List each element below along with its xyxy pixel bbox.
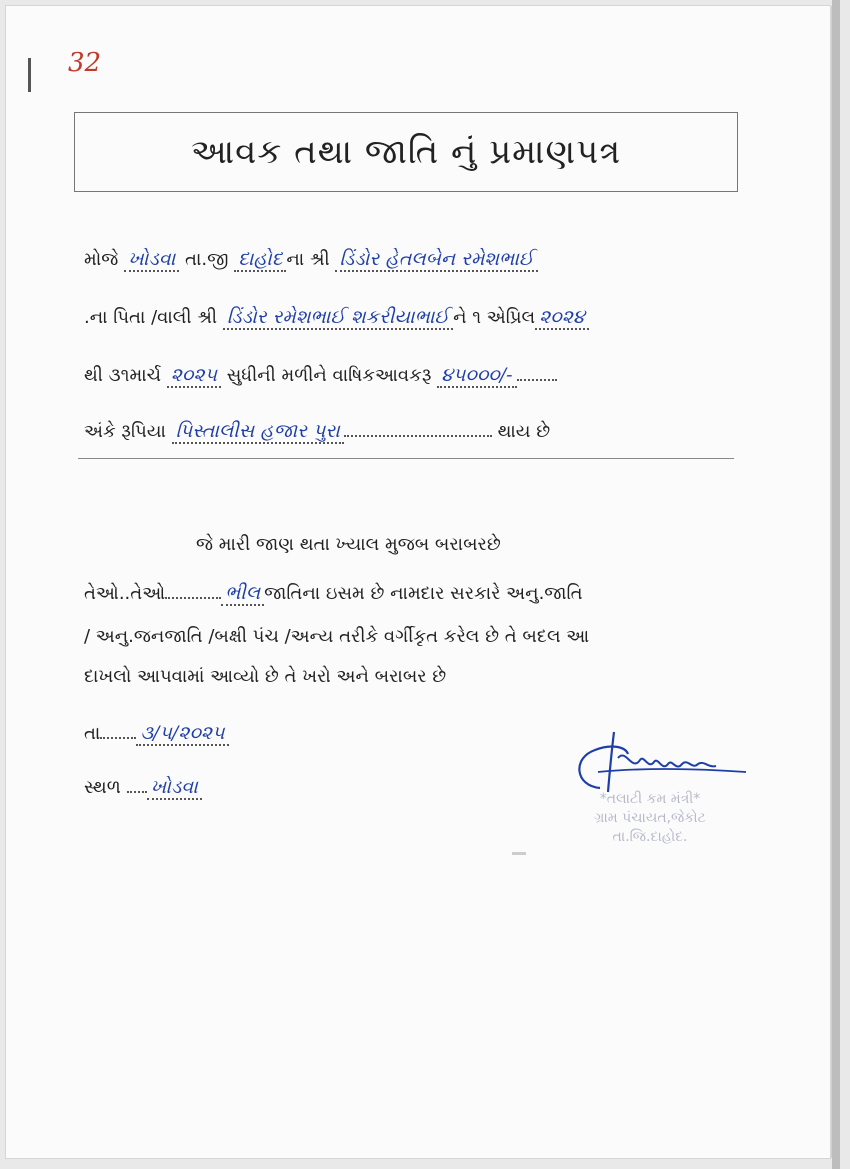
date-label: તા: [84, 723, 101, 744]
filler-dots: [344, 435, 492, 437]
scan-edge: [832, 0, 840, 1169]
divider-line: [78, 458, 734, 459]
row-amount-words: [84, 420, 550, 442]
signature-mark: [570, 728, 750, 798]
place-row: [84, 776, 202, 798]
amount-in-words: પિસ્તાલીસ હજાર પુરા: [172, 420, 344, 444]
para-line-4: દાખલો આપવામાં આવ્યો છે તે ખરો અને બરાબર છે: [84, 666, 447, 687]
father-prefix: .ના પિતા /વાલી શ્રી: [84, 307, 218, 328]
year-to: ૨૦૨૫: [167, 364, 221, 388]
filler-dots: [127, 791, 147, 793]
row-village: [84, 248, 538, 270]
scan-speck: [512, 852, 526, 855]
title-box: [74, 112, 738, 192]
april-label: ને ૧ એપ્રિલ: [453, 307, 536, 328]
para-line-3: / અનુ.જનજાતિ /બક્ષી પંચ /અન્ય તરીકે વર્ગીકૃત કરેલ છે તે બદલ આ: [84, 626, 590, 647]
income-amount: ૪૫૦૦૦/-: [437, 364, 516, 388]
row-income-period: [84, 364, 557, 386]
margin-bracket: [28, 58, 31, 92]
stamp-line-1: *તલાટી કમ મંત્રી*: [599, 791, 701, 807]
date-value: ૩/૫/૨૦૨૫: [136, 722, 228, 746]
caste-value: ભીલ: [221, 582, 264, 606]
year-from: ૨૦૨૪: [535, 306, 589, 330]
income-label: સુધીની મળીને વાષિકઆવકરૂ: [226, 365, 432, 386]
march-label: થી ૩૧માર્ચ: [84, 365, 162, 386]
page-number: 32: [68, 48, 102, 78]
certificate-title: આવક તથા જાતિ નું પ્રમાણપત્ર: [190, 132, 622, 172]
taluka-label: તા.જી: [185, 249, 229, 270]
date-row: [84, 722, 229, 744]
caste-sentence: જાતિના ઇસમ છે નામદાર સરકારે અનુ.જાતિ: [264, 583, 583, 604]
village-value: ખોડવા: [124, 248, 179, 272]
shri-label: ના શ્રી: [286, 249, 330, 270]
stamp-line-3: તા.જિ.દાહોદ.: [612, 829, 688, 845]
filler-dots: [100, 737, 136, 739]
place-value: ખોડવા: [147, 776, 202, 800]
official-stamp: [560, 790, 740, 847]
teo-label: તેઓ..તેઓ: [84, 583, 166, 604]
thay-che-label: થાય છે: [497, 421, 551, 442]
applicant-name: ડિંડોર હેતલબેન રમેશભાઈ: [335, 248, 537, 272]
rupees-label: અંકે રૂપિયા: [84, 421, 166, 442]
village-prefix: મોજે: [84, 249, 119, 270]
stamp-line-2: ગ્રામ પંચાયત,જેકોટ: [594, 810, 706, 826]
filler-dots: [517, 379, 557, 381]
filler-dots: [165, 597, 221, 599]
para-line-1: જે મારી જાણ થતા ખ્યાલ મુજબ બરાબરછે: [196, 534, 501, 555]
district-value: દાહોદ: [234, 248, 286, 272]
father-name: ડિંડોર રમેશભાઈ શકરીયાભાઈ: [223, 306, 453, 330]
place-label: સ્થળ: [84, 777, 121, 798]
row-father: [84, 306, 589, 328]
para-line-2: [84, 582, 583, 604]
